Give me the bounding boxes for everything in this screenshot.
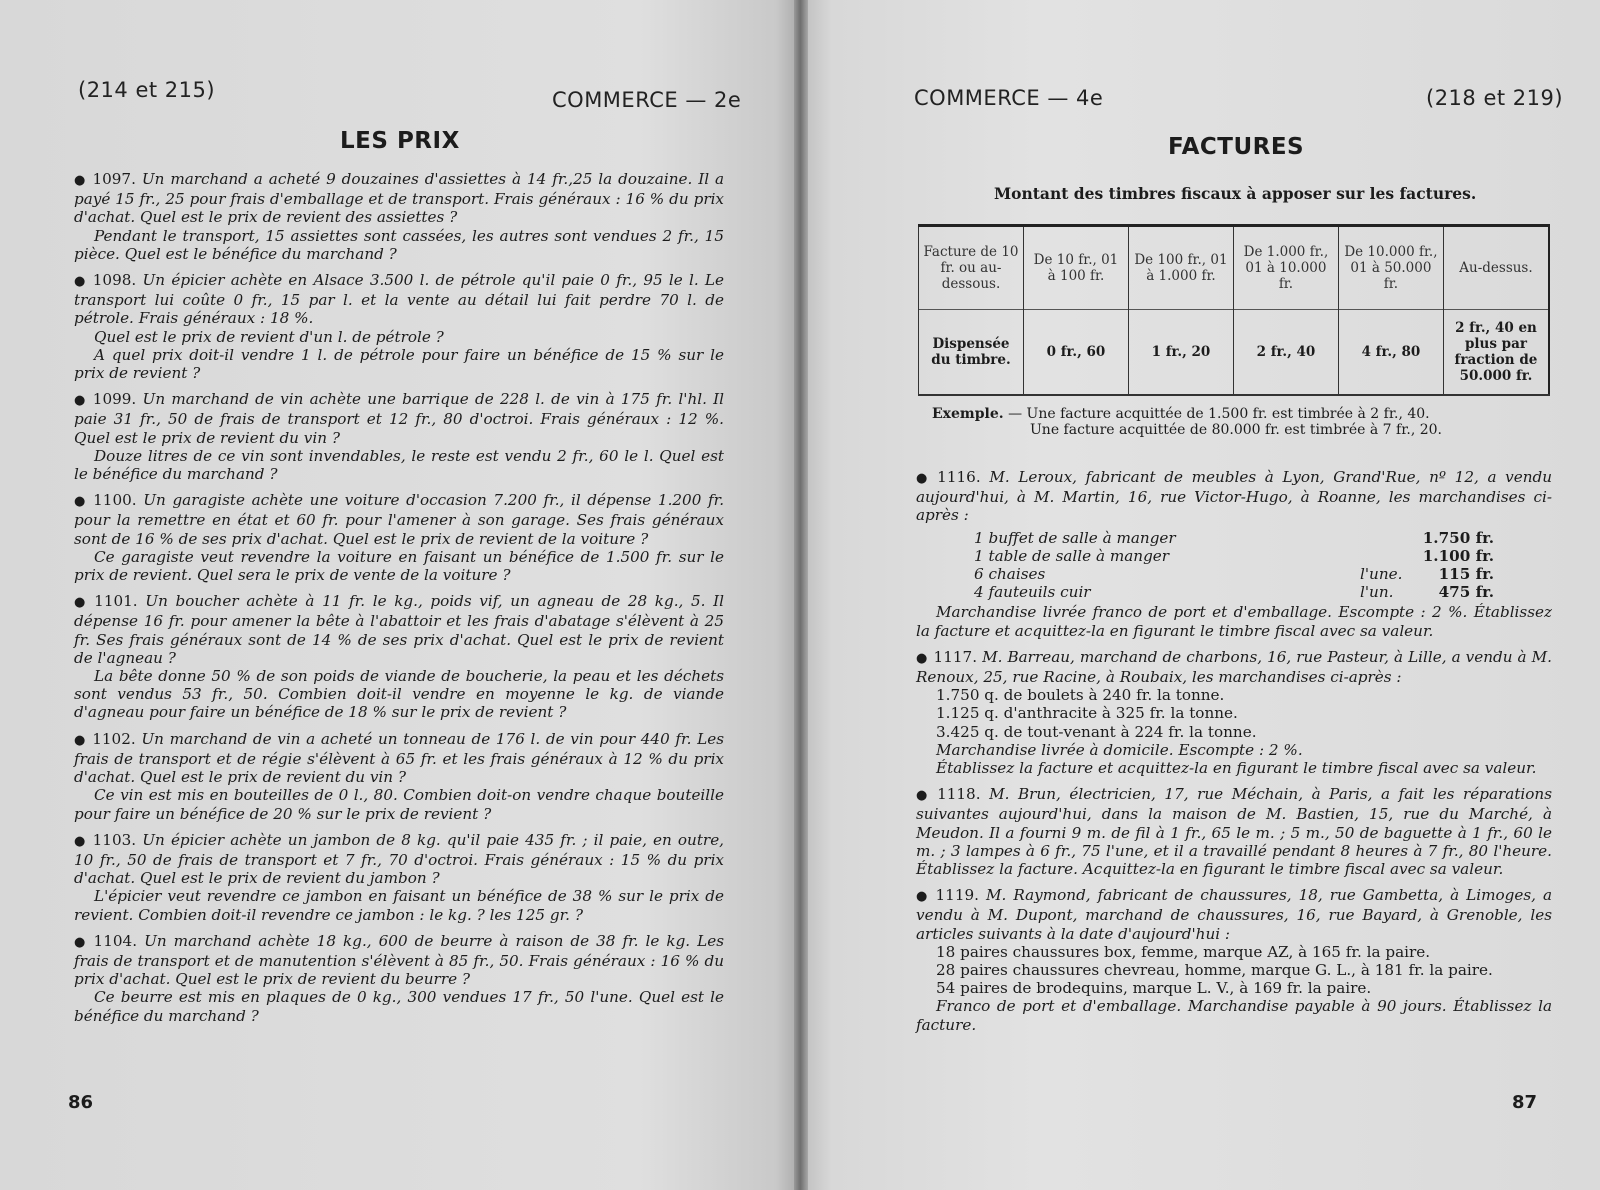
problem-number: ● 1099. (74, 390, 136, 408)
problem-text: M. Raymond, fabricant de chaussures, 18, rue Gambetta, à Limoges, a vendu à M. Dupont, marchand de chaussures, 16, rue Bayard, à Grenoble, les articles suivants à la date d'aujourd'hui : (916, 886, 1552, 943)
problem-number: ● 1101. (74, 592, 138, 610)
problem-number: ● 1100. (74, 491, 137, 509)
problem-number: ● 1102. (74, 730, 136, 748)
table-value-cell: 2 fr., 40 en plus par fraction de 50.000 fr. (1443, 310, 1549, 396)
left-page-number: 86 (68, 1092, 94, 1113)
problem-text: Un garagiste achète une voiture d'occasion 7.200 fr., il dépense 1.200 fr. pour la remettre en état et 60 fr. pour l'amener à son garage. Ses frais généraux sont de 16 % de ses prix d'achat. Quel est le prix de revient de la voiture ? (74, 491, 725, 548)
table-value-row (919, 310, 1550, 396)
example-label: Exemple. (932, 406, 1004, 422)
problem-text: Ce beurre est mis en plaques de 0 kg., 300 vendues 17 fr., 50 l'une. Quel est le bénéfice du marchand ? (74, 988, 724, 1025)
table-value-cell: 1 fr., 20 (1128, 310, 1233, 396)
invoice-item (974, 583, 1494, 601)
table-header-cell: Au-dessus. (1443, 226, 1549, 310)
table-subtitle: Montant des timbres fiscaux à apposer sur les factures. (994, 184, 1477, 203)
problem-text: M. Leroux, fabricant de meubles à Lyon, Grand'Rue, nº 12, a vendu aujourd'hui, à M. Martin, 16, rue Victor-Hugo, à Roanne, les marchandises ci-après : (916, 468, 1553, 525)
goods-line: 1.750 q. de boulets à 240 fr. la tonne. (936, 686, 1225, 705)
problem-item (74, 271, 724, 382)
problem-item (74, 730, 724, 823)
example-line: Une facture acquittée de 80.000 fr. est timbrée à 7 fr., 20. (1030, 422, 1442, 438)
invoice-item (974, 547, 1494, 565)
book-gutter (794, 0, 808, 1190)
problem-item (74, 390, 724, 483)
table-header-cell: De 10 fr., 01 à 100 fr. (1023, 226, 1128, 310)
goods-line: 3.425 q. de tout-venant à 224 fr. la tonne. (936, 722, 1257, 741)
item-unit: l'une. (1360, 565, 1403, 584)
right-problem-list (916, 468, 1552, 1042)
problem-text: Franco de port et d'emballage. Marchandise payable à 90 jours. Établissez la facture. (916, 997, 1552, 1034)
left-header-section: COMMERCE — 2e (552, 88, 742, 112)
problem-item (74, 491, 724, 584)
problem-1118 (916, 785, 1552, 878)
problem-text: Un épicier achète un jambon de 8 kg. qu'il paie 435 fr. ; il paie, en outre, 10 fr., 50 de frais de transport et 7 fr., 70 d'octroi. Frais généraux : 15 % du prix d'achat. Quel est le prix de revient du jambon ? (74, 830, 725, 888)
table-header-cell: De 100 fr., 01 à 1.000 fr. (1128, 226, 1233, 310)
table-header-row (919, 226, 1550, 310)
problem-number: ● 1118. (916, 785, 981, 803)
table-header-cell: De 1.000 fr., 01 à 10.000 fr. (1233, 226, 1338, 310)
problem-text: Ce garagiste veut revendre la voiture en faisant un bénéfice de 1.500 fr. sur le prix de revient. Quel sera le prix de vente de la voiture ? (74, 547, 724, 585)
problem-text: Ce vin est mis en bouteilles de 0 l., 80. Combien doit-on vendre chaque bouteille pour faire un bénéfice de 20 % sur le prix de revient ? (74, 786, 724, 823)
item-unit (1360, 529, 1416, 547)
goods-line: 54 paires de brodequins, marque L. V., à 169 fr. la paire. (936, 979, 1372, 998)
table-value-cell: Dispensée du timbre. (919, 310, 1024, 396)
problem-1119 (916, 886, 1552, 1034)
problem-text: Un marchand a acheté 9 douzaines d'assiettes à 14 fr.,25 la douzaine. Il a payé 15 fr., 25 pour frais d'emballage et de transport. Frais généraux : 16 % du prix d'achat. Quel est le prix de revient des assiettes ? (74, 170, 725, 227)
item-unit (1360, 547, 1416, 565)
problem-item (74, 831, 724, 924)
problem-text: M. Brun, électricien, 17, rue Méchain, à Paris, a fait les réparations suivantes aujourd'hui, dans la maison de M. Bastien, 15, rue du Marché, à Meudon. Il a fourni 9 m. de fil à 1 fr., 65 le m. ; 5 m., 50 de baguette à 1 fr., 60 le m. ; 3 lampes à 6 fr., 75 l'une, et il a travaillé pendant 8 heures à 7 fr., 80 l'heure. Établissez la facture. Acquittez-la en figurant le timbre fiscal avec sa valeur. (916, 785, 1553, 879)
problem-text: Un marchand de vin a acheté un tonneau de 176 l. de vin pour 440 fr. Les frais de transport et de régie s'élèvent à 65 fr. et les frais généraux à 12 % du prix d'achat. Quel est le prix de revient du vin ? (74, 729, 725, 787)
problem-text: Marchandise livrée franco de port et d'emballage. Escompte : 2 %. Établissez la facture et acquittez-la en figurant le timbre fiscal avec sa valeur. (916, 603, 1552, 640)
goods-line: 28 paires chaussures chevreau, homme, marque G. L., à 181 fr. la paire. (936, 961, 1493, 980)
problem-1117 (916, 648, 1552, 777)
problem-number: ● 1098. (74, 271, 136, 289)
table-value-cell: 4 fr., 80 (1338, 310, 1443, 396)
right-header-ref: (218 et 219) (1426, 86, 1564, 110)
problem-number: ● 1117. (916, 648, 977, 666)
problem-number: ● 1104. (74, 932, 137, 950)
left-problem-list (74, 170, 724, 1033)
item-unit: l'un. (1360, 583, 1394, 602)
problem-item (74, 592, 724, 721)
item-description: 6 chaises (974, 565, 1046, 584)
invoice-item (974, 565, 1494, 583)
problem-number: ● 1097. (74, 170, 136, 188)
table-value-cell: 0 fr., 60 (1023, 310, 1128, 396)
goods-line: 1.125 q. d'anthracite à 325 fr. la tonne. (936, 704, 1238, 723)
item-description: 4 fauteuils cuir (974, 583, 1091, 602)
problem-item (74, 932, 724, 1025)
invoice-item (974, 529, 1494, 547)
item-price: 115 fr. (1438, 565, 1494, 584)
problem-text: A quel prix doit-il vendre 1 l. de pétrole pour faire un bénéfice de 15 % sur le prix de revient ? (74, 345, 724, 383)
invoice-items (974, 529, 1494, 602)
right-page-number: 87 (1512, 1092, 1538, 1113)
left-page-title: LES PRIX (340, 128, 460, 154)
right-page (800, 0, 1600, 1190)
item-price: 1.750 fr. (1422, 528, 1494, 547)
problem-text: Un boucher achète à 11 fr. le kg., poids vif, un agneau de 28 kg., 5. Il dépense 16 fr. pour amener la bête à l'abattoir et les frais d'abatage s'élèvent à 25 fr. Ses frais généraux sont de 14 % de ses prix d'achat. Quel est le prix de revient de l'agneau ? (74, 592, 725, 667)
problem-1116 (916, 468, 1552, 640)
problem-text: Quel est le prix de revient d'un l. de pétrole ? (94, 327, 444, 346)
problem-text: Marchandise livrée à domicile. Escompte : 2 %. (936, 740, 1303, 759)
left-header-ref: (214 et 215) (78, 78, 216, 102)
item-description: 1 table de salle à manger (974, 546, 1170, 565)
problem-text: Un marchand de vin achète une barrique de 228 l. de vin à 175 fr. l'hl. Il paie 31 fr., 50 de frais de transport et 12 fr., 80 d'octroi. Frais généraux : 12 %. Quel est le prix de revient du vin ? (74, 390, 725, 447)
problem-number: ● 1119. (916, 886, 979, 904)
right-page-title: FACTURES (1168, 134, 1305, 160)
example-line: — Une facture acquittée de 1.500 fr. est timbrée à 2 fr., 40. (1008, 406, 1430, 422)
problem-number: ● 1116. (916, 468, 981, 486)
problem-item (74, 170, 724, 263)
problem-text: Établissez la facture et acquittez-la en figurant le timbre fiscal avec sa valeur. (936, 759, 1537, 778)
item-price: 1.100 fr. (1422, 546, 1494, 565)
table-example (932, 406, 1552, 438)
problem-text: Pendant le transport, 15 assiettes sont cassées, les autres sont vendues 2 fr., 15 pièce. Quel est le bénéfice du marchand ? (74, 226, 724, 263)
problem-text: Un marchand achète 18 kg., 600 de beurre à raison de 38 fr. le kg. Les frais de transport et de manutention s'élèvent à 85 fr., 50. Frais généraux : 16 % du prix d'achat. Quel est le prix de revient du beurre ? (74, 931, 725, 989)
item-description: 1 buffet de salle à manger (974, 528, 1176, 547)
problem-text: Douze litres de ce vin sont invendables, le reste est vendu 2 fr., 60 le l. Quel est le bénéfice du marchand ? (74, 446, 724, 484)
problem-text: Un épicier achète en Alsace 3.500 l. de pétrole qu'il paie 0 fr., 95 le l. Le transport lui coûte 0 fr., 15 par l. et la vente au détail lui fait perdre 70 l. de pétrole. Frais généraux : 18 %. (74, 271, 724, 328)
item-price: 475 fr. (1438, 583, 1494, 602)
right-header-section: COMMERCE — 4e (914, 86, 1104, 110)
stamp-duty-table (918, 224, 1550, 396)
table-header-cell: Facture de 10 fr. ou au-dessous. (919, 226, 1024, 310)
problem-text: L'épicier veut revendre ce jambon en faisant un bénéfice de 38 % sur le prix de revient. Combien doit-il revendre ce jambon : le kg. ? les 125 gr. ? (74, 887, 724, 924)
problem-number: ● 1103. (74, 831, 136, 849)
problem-text: M. Barreau, marchand de charbons, 16, rue Pasteur, à Lille, a vendu à M. Renoux, 25, rue Racine, à Roubaix, les marchandises ci-après : (916, 647, 1553, 687)
table-value-cell: 2 fr., 40 (1233, 310, 1338, 396)
table-header-cell: De 10.000 fr., 01 à 50.000 fr. (1338, 226, 1443, 310)
problem-text: La bête donne 50 % de son poids de viande de boucherie, la peau et les déchets sont vendus 53 fr., 50. Combien doit-il vendre en moyenne le kg. de viande d'agneau pour faire un bénéfice de 18 % sur le prix de revient ? (74, 667, 724, 722)
goods-line: 18 paires chaussures box, femme, marque AZ, à 165 fr. la paire. (936, 942, 1431, 961)
